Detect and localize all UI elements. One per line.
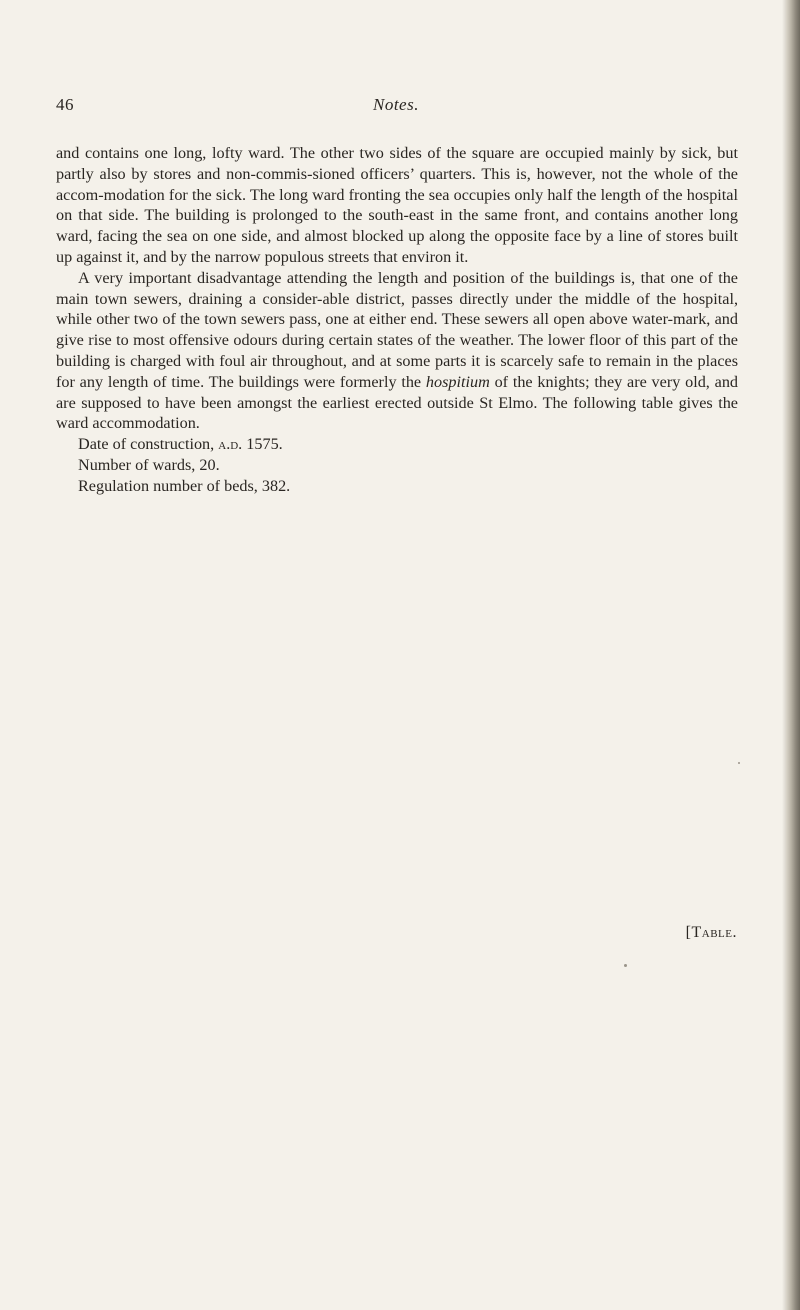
fact-label: Regulation number of beds, — [78, 476, 258, 495]
fact-label: Number of wards, — [78, 455, 196, 474]
running-title: Notes. — [373, 95, 419, 114]
paragraph-continued: and contains one long, lofty ward. The other two sides of the square are occupied mainly by sick, but partly also by stores and non-commis-sioned officers’ quarters. This is, however, not the whole of the accom-modation for the sick. The long ward fronting the sea occupies only half the length of the hospital on that side. The building is prolonged to the south-east in the same front, and contains another long ward, facing the sea on one side, and almost blocked up along the opposite face by a line of stores built up against it, and by the narrow populous streets that environ it. — [56, 144, 738, 266]
paragraph-sewers-part-a: A very important disadvantage attending the length and position of the buildings is, that one of the main town sewers, draining a consider-able district, passes directly under the middle of the hospital, while other two of the town sewers pass, one at either end. These sewers all open above water-mark, and give rise to most offensive odours during certain states of the weather. The lower floor of this part of the building is charged with foul air throughout, and at some parts it is scarcely safe to remain in the places for any length of time. The buildings were formerly the — [56, 268, 738, 391]
catchword-bracket: [ — [685, 924, 692, 941]
fact-number-of-wards — [56, 455, 738, 476]
ward-facts-list — [56, 434, 738, 496]
fact-value: 382. — [261, 476, 291, 495]
paragraph-sewers-part-b: of the knights; they are very old, and are supposed to have been amongst the earliest erected outside St Elmo. The following table gives the ward accommodation. — [56, 372, 739, 433]
body-text — [56, 143, 738, 497]
paper-speck — [624, 964, 627, 967]
fact-value: 20. — [199, 455, 220, 474]
fact-regulation-beds — [56, 476, 738, 497]
binding-edge — [786, 0, 800, 1310]
paper-speck — [738, 762, 740, 764]
catchword-text: Table. — [691, 924, 737, 941]
fact-label: Date of construction, — [78, 435, 215, 454]
catchword — [686, 924, 737, 942]
running-head — [56, 95, 736, 121]
fact-value: 1575. — [246, 435, 283, 454]
fact-era: a.d. — [218, 435, 243, 454]
paragraph-sewers — [56, 268, 738, 434]
fact-date-of-construction — [56, 434, 738, 455]
page-number: 46 — [56, 95, 74, 114]
emphasis-hospitium: hospitium — [425, 372, 490, 391]
